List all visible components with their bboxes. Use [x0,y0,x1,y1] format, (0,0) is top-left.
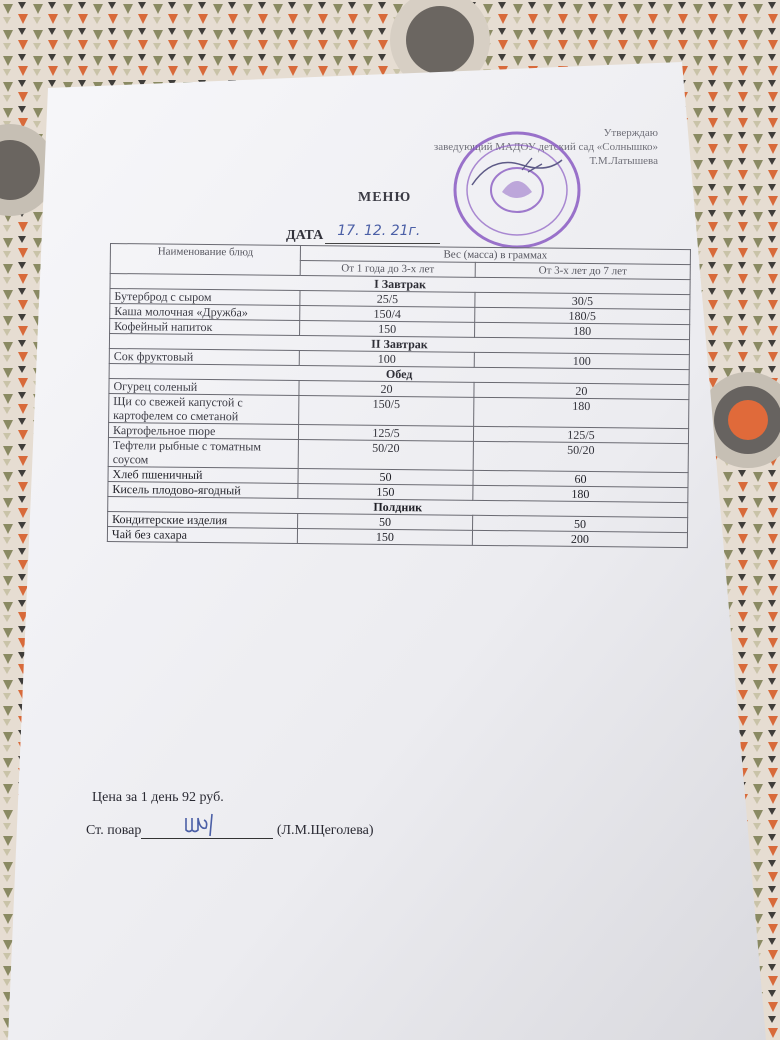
column-header-weight: Вес (масса) в граммах [300,245,690,264]
column-header-name: Наименование блюд [110,244,300,276]
weight-age1: 25/5 [300,290,475,307]
dish-name: Сок фруктовый [109,348,299,365]
weight-age1: 150 [300,320,475,337]
approval-position: заведующий МАДОУ детский сад «Солнышко» [433,141,658,153]
weight-age2: 125/5 [473,426,688,443]
dish-name: Каша молочная «Дружба» [110,304,300,321]
weight-age2: 180 [475,322,690,339]
dish-name: Тефтели рыбные с томатным соусом [108,437,298,468]
dish-name: Огурец соленый [109,378,299,395]
section-title: Полдник [108,496,688,517]
cook-label: Ст. повар [86,823,142,838]
menu-table [107,243,691,548]
weight-age2: 30/5 [475,292,690,309]
page-title: МЕНЮ [358,190,412,205]
weight-age2: 20 [474,382,689,399]
column-header-age2: От 3-х лет до 7 лет [475,262,690,279]
weight-age1: 50/20 [298,439,473,470]
approval-title: Утверждаю [603,127,658,139]
weight-age2: 100 [474,352,689,369]
cook-name: (Л.М.Щеголева) [276,823,374,838]
weight-age2: 180 [473,485,688,502]
section-title: I Завтрак [110,274,690,295]
weight-age2: 60 [473,470,688,487]
official-stamp [452,130,582,250]
weight-age1: 150/5 [299,395,474,426]
handwritten-signature [183,812,223,838]
dish-name: Кофейный напиток [110,319,300,336]
dish-name: Щи со свежей капустой с картофелем со сметаной [109,393,299,424]
weight-age1: 150/4 [300,305,475,322]
weight-age2: 50/20 [473,441,688,472]
weight-age1: 150 [297,528,472,545]
date-label: ДАТА [286,228,324,243]
weight-age1: 50 [298,513,473,530]
signature-line [141,822,273,839]
dish-name: Кондитерские изделия [108,511,298,528]
date-value: 17. 12. 21г. [337,223,421,239]
weight-age2: 180/5 [475,307,690,324]
dish-name: Кисель плодово-ягодный [108,481,298,498]
dish-name: Картофельное пюре [108,422,298,439]
date-row [286,223,440,244]
weight-age1: 20 [299,380,474,397]
weight-age1: 100 [299,350,474,367]
weight-age1: 125/5 [298,424,473,441]
weight-age1: 50 [298,468,473,485]
daily-price: Цена за 1 день 92 руб. [92,790,224,805]
date-line [325,223,440,244]
weight-age2: 50 [473,515,688,532]
section-title: II Завтрак [109,334,689,355]
approval-name: Т.М.Латышева [589,155,658,167]
section-title: Обед [109,363,689,384]
dish-name: Хлеб пшеничный [108,466,298,483]
column-header-age1: От 1 года до 3-х лет [300,260,475,277]
weight-age2: 200 [472,530,687,547]
dish-name: Чай без сахара [107,526,297,543]
dish-name: Бутерброд с сыром [110,289,300,306]
weight-age2: 180 [474,397,689,428]
weight-age1: 150 [298,483,473,500]
cook-signature-row [86,822,374,839]
